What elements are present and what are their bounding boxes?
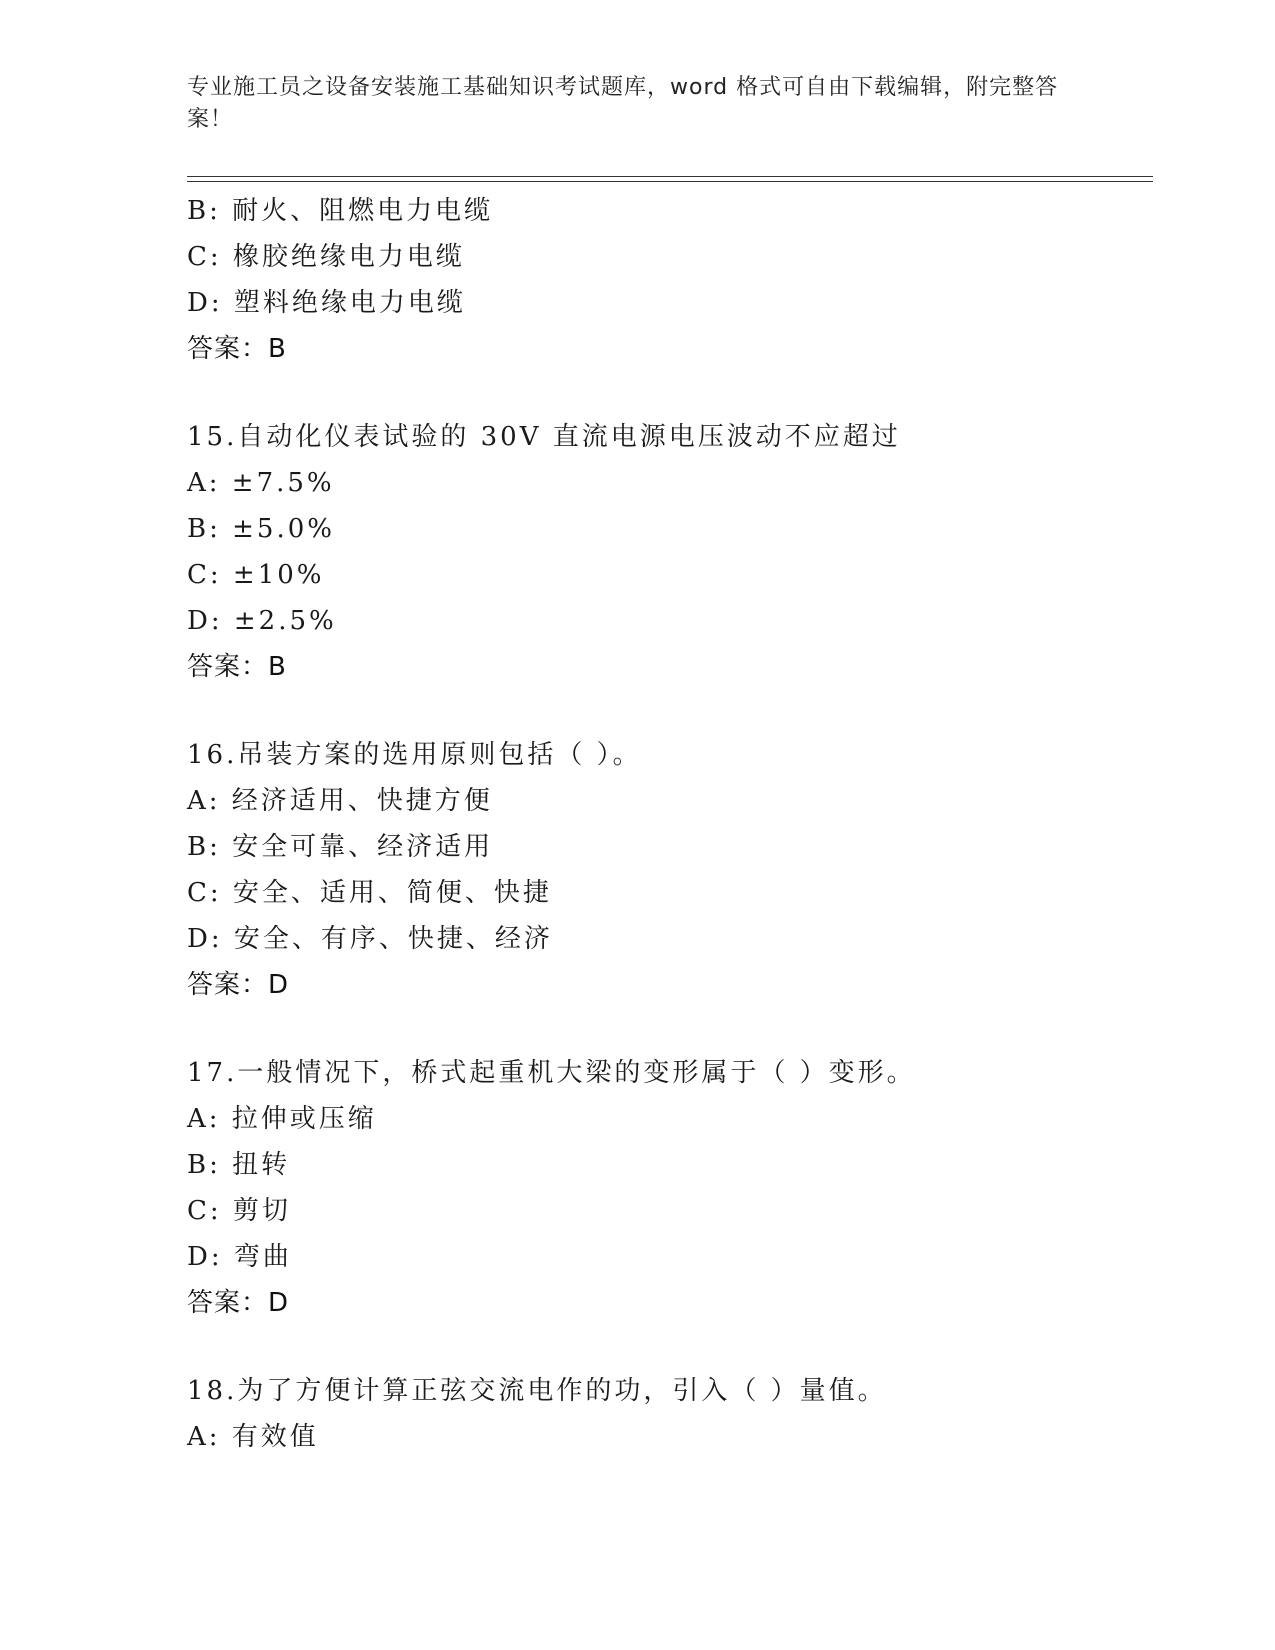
option-d: D: 弯曲: [187, 1242, 292, 1272]
answer-line: 答案：D: [187, 970, 290, 1000]
option-d: D: ±2.5%: [187, 606, 337, 636]
partial-question: [187, 188, 1153, 372]
option-b: B: 安全可靠、经济适用: [187, 832, 494, 862]
option-d: D: 安全、有序、快捷、经济: [187, 924, 553, 954]
option-a: A: 经济适用、快捷方便: [187, 786, 493, 816]
header-rule-bottom: [187, 181, 1153, 182]
option-c: C: 橡胶绝缘电力电缆: [187, 242, 465, 272]
question-list: [187, 188, 1153, 1460]
option-a: A: 拉伸或压缩: [187, 1104, 377, 1134]
question-stem: 16.吊装方案的选用原则包括（ ）。: [187, 740, 642, 770]
question-stem: 17.一般情况下，桥式起重机大梁的变形属于（ ）变形。: [187, 1058, 916, 1088]
answer-line: 答案：B: [187, 652, 287, 682]
option-c: C: 剪切: [187, 1196, 291, 1226]
option-d: D: 塑料绝缘电力电缆: [187, 288, 466, 318]
question-17: [187, 1050, 1153, 1326]
question-stem: 18.为了方便计算正弦交流电作的功，引入（ ）量值。: [187, 1376, 887, 1406]
question-15: [187, 414, 1153, 690]
header-rule-top: [187, 176, 1153, 177]
answer-line: 答案：B: [187, 334, 287, 364]
option-b: B: ±5.0%: [187, 514, 335, 544]
option-a: A: 有效值: [187, 1422, 319, 1452]
document-header: 专业施工员之设备安装施工基础知识考试题库，word 格式可自由下载编辑，附完整答案！: [187, 75, 1059, 132]
option-c: C: ±10%: [187, 560, 325, 590]
option-b: B: 耐火、阻燃电力电缆: [187, 196, 494, 226]
answer-line: 答案：D: [187, 1288, 290, 1318]
option-a: A: ±7.5%: [187, 468, 335, 498]
question-stem: 15.自动化仪表试验的 30V 直流电源电压波动不应超过: [187, 422, 901, 452]
option-b: B: 扭转: [187, 1150, 291, 1180]
question-18: [187, 1368, 1153, 1460]
option-c: C: 安全、适用、简便、快捷: [187, 878, 552, 908]
question-16: [187, 732, 1153, 1008]
